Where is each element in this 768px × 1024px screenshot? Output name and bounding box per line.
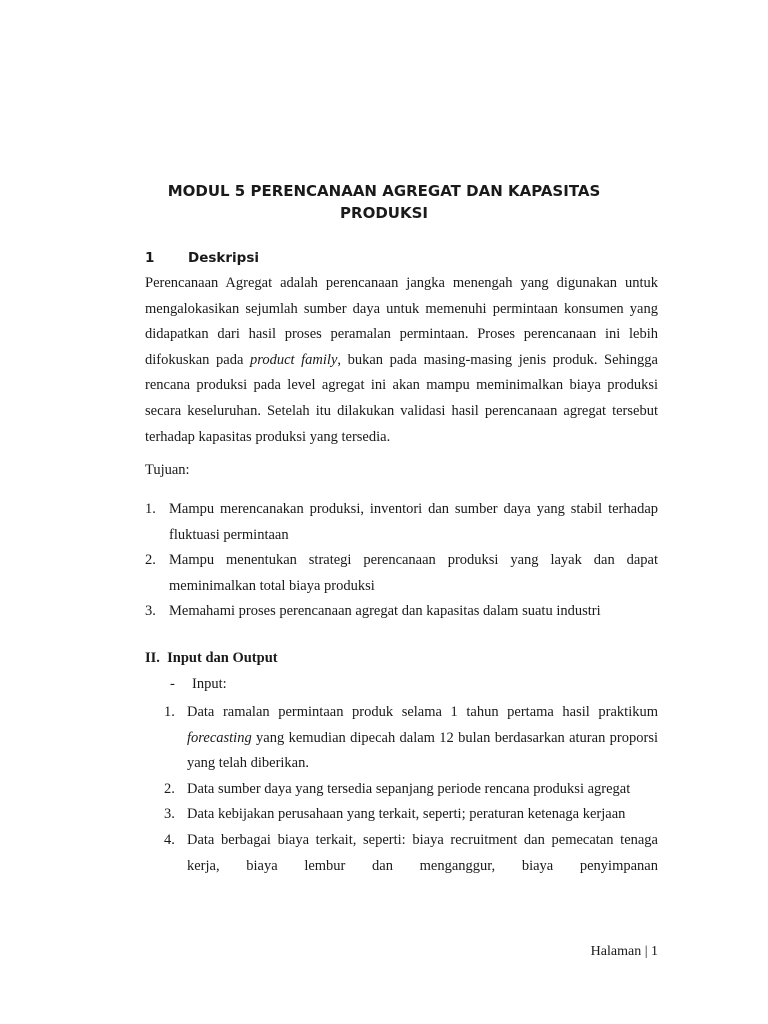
list-text: Data sumber daya yang tersedia sepanjang periode rencana produksi agregat [187, 780, 631, 797]
list-text: Data berbagai biaya terkait, seperti: biaya recruitment dan pemecatan tenaga kerja, biaya lembur dan menganggur, biaya penyimpanan [187, 831, 658, 874]
list-text: Data ramalan permintaan produk selama 1 tahun pertama hasil praktikum [187, 704, 658, 720]
description-paragraph [145, 271, 658, 450]
list-number: 1. [145, 501, 156, 517]
dash-bullet: - [170, 676, 175, 692]
list-italic-term: forecasting [187, 729, 252, 746]
list-text: Data kebijakan perusahaan yang terkait, seperti; peraturan ketenaga kerjaan [187, 806, 626, 823]
page-number-footer: Halaman | 1 [590, 944, 658, 959]
list-text-continued: yang kemudian dipecah dalam 12 bulan berdasarkan aturan proporsi yang telah diberikan. [187, 729, 658, 772]
title-line-1: MODUL 5 PERENCANAAN AGREGAT DAN KAPASITAS [167, 182, 601, 200]
list-text: Mampu menentukan strategi perencanaan produksi yang layak dan dapat meminimalkan total biaya produksi [169, 552, 658, 594]
list-item [164, 828, 658, 879]
section-2-heading: II. Input dan Output [145, 650, 278, 666]
section-1-number: 1 [145, 250, 155, 266]
section-1-heading [145, 250, 259, 266]
paragraph-italic-term: product family [249, 351, 338, 368]
list-number: 3. [145, 603, 156, 620]
title-line-2: PRODUKSI [340, 204, 428, 222]
document-title [110, 180, 658, 224]
paragraph-text: Perencanaan Agregat adalah perencanaan jangka menengah yang digunakan untuk mengalokasikan sejumlah sumber daya untuk memenuhi permintaan konsumen yang didapatkan dari hasil proses peramalan permintaan. Proses perencanaan ini lebih difokuskan pada [145, 275, 658, 368]
section-1-title: Deskripsi [188, 250, 259, 266]
list-item [164, 802, 658, 828]
tujuan-label: Tujuan: [145, 462, 190, 478]
list-text: Mampu merencanakan produksi, inventori dan sumber daya yang stabil terhadap fluktuasi permintaan [169, 501, 658, 543]
input-label: Input: [192, 676, 227, 692]
list-number: 3. [164, 806, 175, 823]
list-item [145, 599, 658, 625]
input-label-row [170, 676, 227, 693]
list-item [164, 777, 658, 803]
list-number: 1. [164, 704, 175, 720]
list-item [145, 548, 658, 599]
list-item [145, 497, 658, 548]
list-item [164, 700, 658, 777]
paragraph-text-continued: , bukan pada masing-masing jenis produk. Sehingga rencana produksi pada level agregat ini akan mampu meminimalkan biaya produksi secara keseluruhan. Setelah itu dilakukan validasi hasil perencanaan agregat tersebut terhadap kapasitas produksi yang tersedia. [145, 351, 658, 445]
list-text: Memahami proses perencanaan agregat dan kapasitas dalam suatu industri [169, 603, 601, 620]
list-number: 2. [145, 552, 156, 569]
list-number: 4. [164, 831, 175, 848]
input-list [164, 700, 658, 879]
list-number: 2. [164, 780, 175, 797]
tujuan-list [145, 497, 658, 625]
